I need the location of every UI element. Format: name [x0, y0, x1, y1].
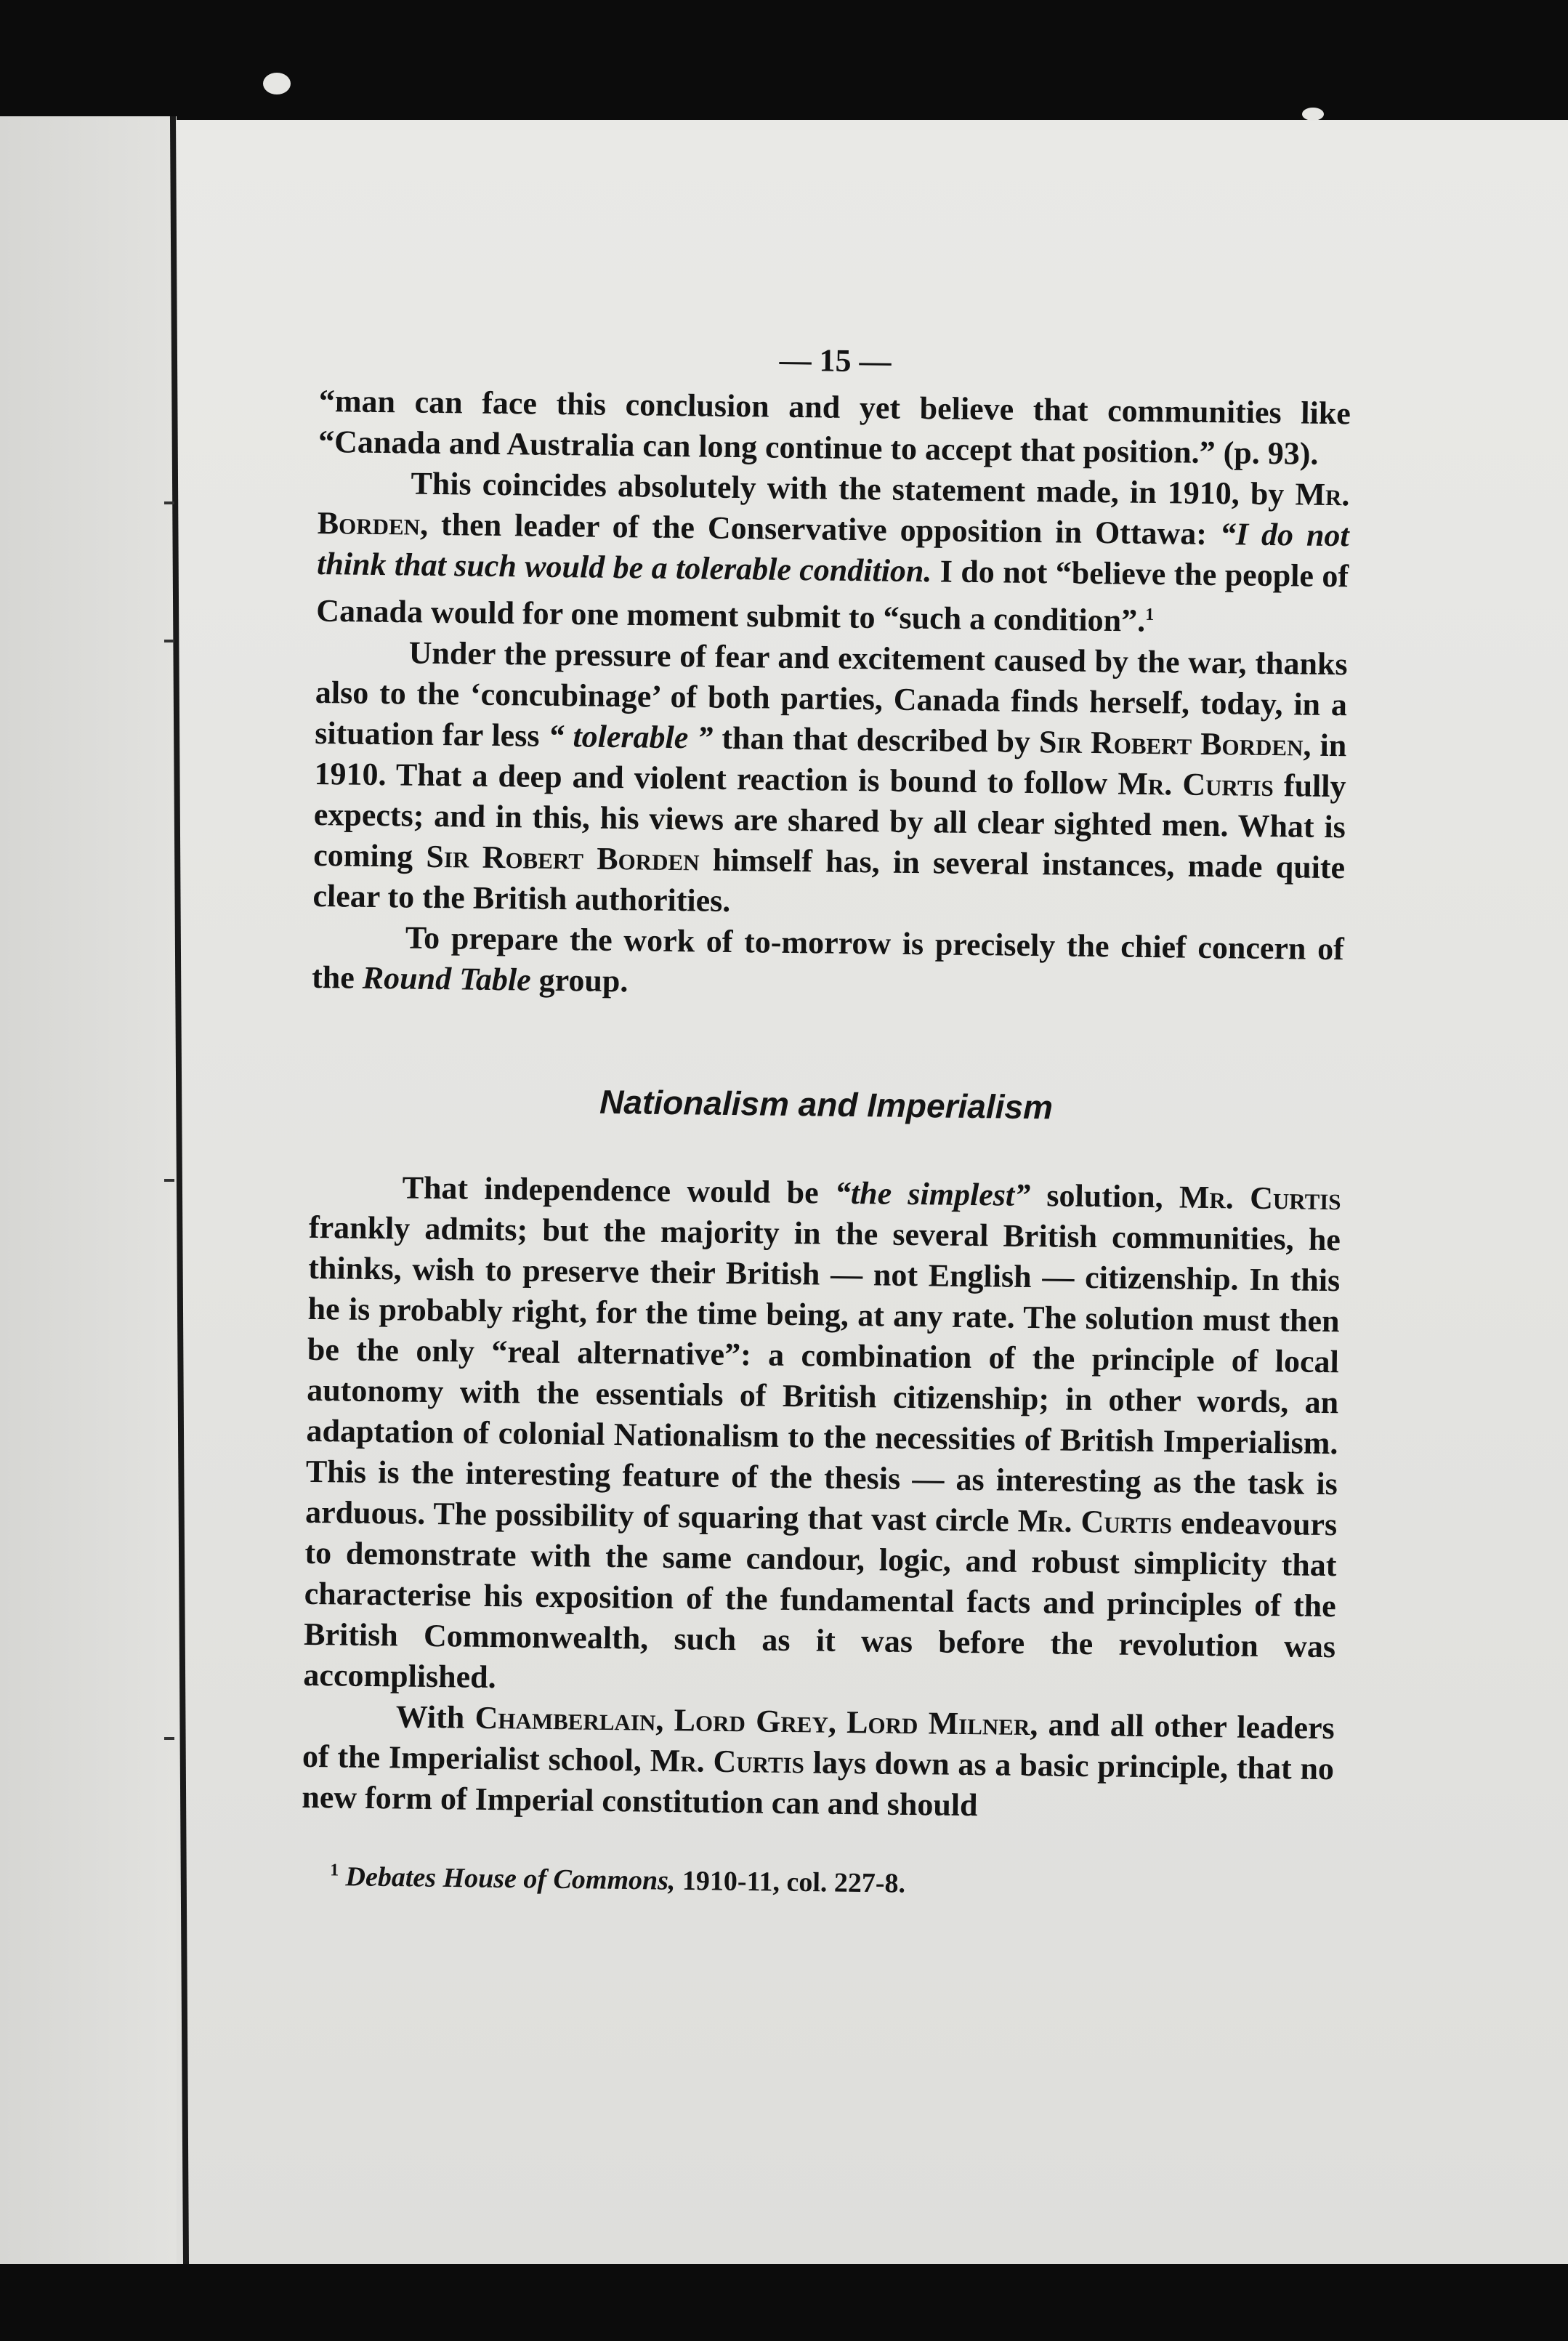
footnote-ref-text: 1910-11, col. 227-8. — [682, 1865, 906, 1899]
quote-italic: “I do not think that such would be a tolerable condition. — [316, 516, 1350, 589]
paragraph-text: and all other leaders of the Imperialist school, — [302, 1707, 1335, 1778]
left-page-edge — [0, 116, 177, 2268]
page-number: — 15 — — [779, 342, 892, 379]
footnote-ref: 1 — [1145, 605, 1155, 625]
name-lord-grey: Lord Grey, — [674, 1701, 837, 1740]
paragraph-round-table — [312, 916, 1344, 1010]
paragraph-text: That independence would be — [402, 1169, 819, 1211]
tolerable-italic: “ tolerable ” — [548, 717, 714, 756]
binding-hole — [263, 73, 291, 94]
name-borden: Borden — [596, 840, 700, 878]
margin-mark — [164, 640, 174, 642]
paragraph-text: himself has, in several instances, made quite clear to the British authorities. — [312, 842, 1346, 919]
name-mr-curtis: Mr. Curtis — [1179, 1179, 1341, 1217]
paragraph-text: Under the pressure of fear and excitement caused by the war, thanks also to the ‘concubinage’ of both parties, Canada finds herself, today, in a situation far less — [315, 634, 1348, 754]
paragraph-text: then leader of the Conservative opposition in Ottawa: — [440, 507, 1208, 552]
paragraph-text: endeavours to demonstrate with the same candour, logic, and robust simplicity that characterise his exposition of the fundamental facts and principles of the British Commonwealth, such as it was before the revolution was accomplished. — [303, 1504, 1338, 1695]
paragraph-text: To prepare the work of to-morrow is precisely the chief concern of the — [311, 919, 1345, 996]
paragraph-text: With — [395, 1699, 465, 1736]
scan-border-bottom — [0, 2264, 1568, 2341]
footnote-source: Debates House of Commons, — [345, 1861, 676, 1896]
paragraph-borden-statement — [316, 462, 1350, 644]
margin-mark — [164, 1737, 174, 1740]
paragraph-text: lays down as a basic principle, that no new form of Imperial constitution can and should — [302, 1744, 1335, 1823]
section-heading: Nationalism and Imperialism — [599, 1082, 1054, 1127]
round-table-italic: Round Table — [362, 959, 532, 998]
paragraph-text: group. — [538, 962, 629, 999]
name-mr-curtis: Mr. Curtis — [650, 1742, 805, 1780]
margin-mark — [164, 1179, 174, 1182]
paragraph-text: fully expects; and in this, his views are shared by all clear sighted men. What is coming — [312, 767, 1346, 874]
paragraph-text: I do not “believe the people of Canada would for one moment submit to “such a condition”. — [316, 553, 1349, 639]
name-sir-robert: Sir Robert — [426, 838, 584, 877]
paragraph-imperialist-school — [302, 1696, 1335, 1830]
simplest-italic: “the simplest” — [834, 1174, 1031, 1213]
name-chamberlain: Chamberlain, — [474, 1699, 664, 1738]
margin-mark — [164, 501, 174, 504]
paragraph-text: than that described by — [722, 720, 1031, 759]
paragraph-independence — [303, 1167, 1341, 1708]
name-lord-milner: Lord Milner, — [846, 1704, 1038, 1742]
binding-hole — [1302, 108, 1324, 121]
paragraph-text: frankly admits; but the majority in the several British communities, he thinks, wish to preserve their British — not English — citizenship. In this he is probably right, for the time being, at any rate. The solution must then be the only “real alternative”: a combination of the principle of local autonomy with the essentials of British citizenship; in other words, an adaptation of colonial Nationalism to the necessities of British Imperialism. This is the interesting feature of the thesis — as interesting as the task is arduous. The possibility of squaring that vast circle — [304, 1209, 1341, 1539]
paragraph-quote-continuation: “man can face this conclusion and yet believe that communities like “Canada and Australia can long continue to accept that position.” (p. 93). — [318, 382, 1351, 472]
name-mr-curtis: Mr. Curtis — [1017, 1502, 1173, 1541]
name-sir-robert-borden: Sir Robert Borden, — [1038, 723, 1312, 763]
name-mr-curtis: Mr. Curtis — [1118, 765, 1274, 803]
name-mr-borden: Mr. Borden, — [317, 476, 1350, 542]
paragraph-text: solution, — [1046, 1177, 1163, 1214]
document-body — [301, 334, 1351, 1909]
paragraph-text: This coincides absolutely with the statement made, in 1910, by — [411, 465, 1285, 512]
paragraph-pressure-of-war — [312, 632, 1348, 929]
paragraph-text: in 1910. That a deep and violent reaction is bound to follow — [314, 727, 1347, 801]
footnote-marker: 1 — [330, 1860, 339, 1880]
